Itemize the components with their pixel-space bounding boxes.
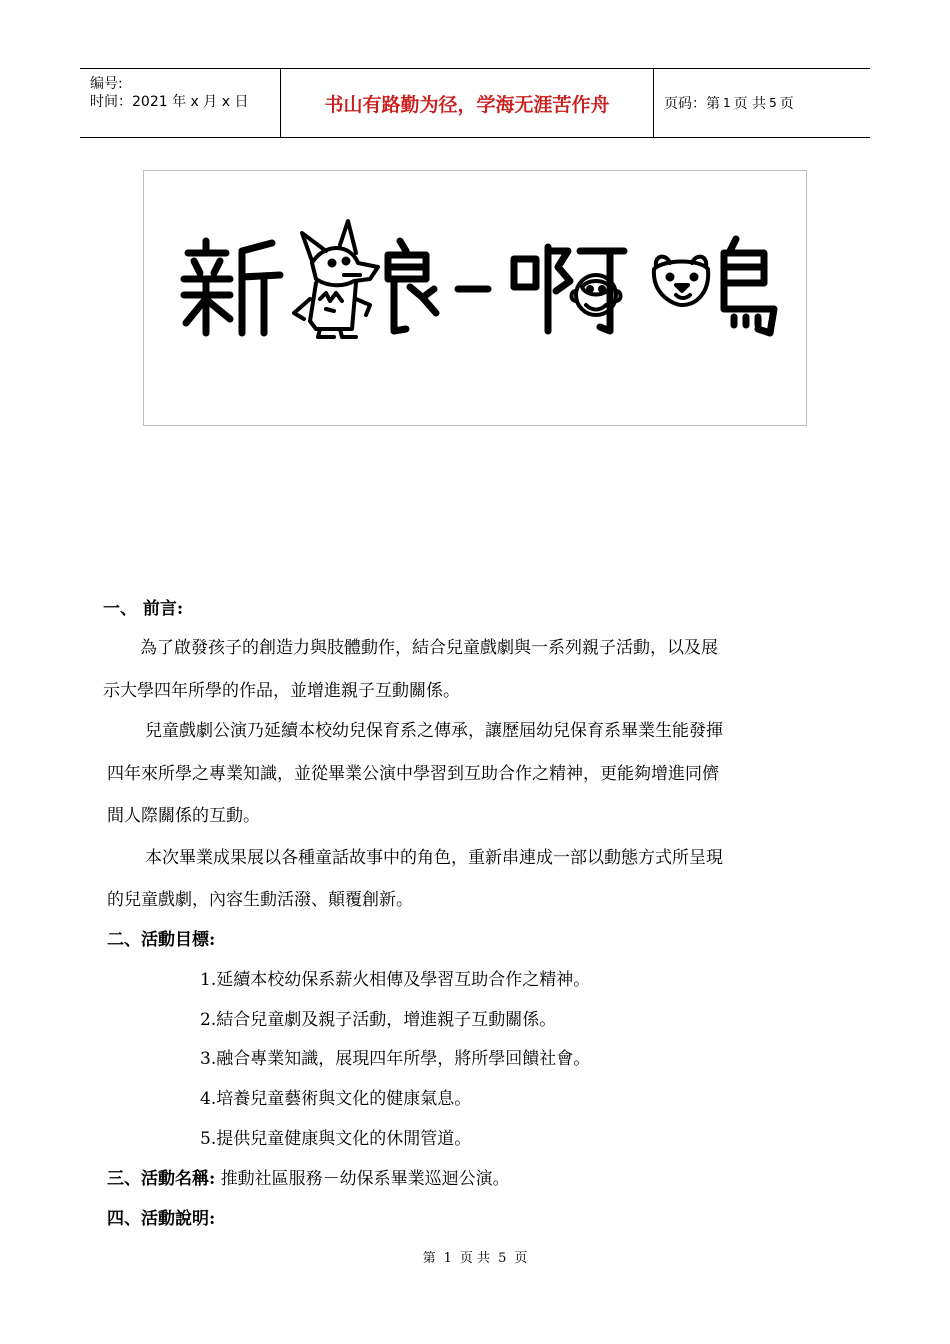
dog-face-icon xyxy=(654,257,708,305)
document-number-label: 编号: xyxy=(90,76,123,92)
footer-suffix: 页 xyxy=(514,1251,528,1266)
page-number: 1 xyxy=(723,96,731,110)
title-logo-artwork xyxy=(144,171,806,425)
section2-heading: 二、活動目標: xyxy=(107,930,216,950)
section4-heading: 四、活動說明: xyxy=(107,1209,216,1229)
goal-item: 3.融合專業知識，展現四年所學，將所學回饋社會。 xyxy=(200,1049,591,1069)
glyph-niao xyxy=(724,239,774,333)
section1-paragraph2-line2: 四年來所學之專業知識，並從畢業公演中學習到互助合作之精神，更能夠增進同儕 xyxy=(107,764,719,784)
goal-item: 4.培養兒童藝術與文化的健康氣息。 xyxy=(200,1089,472,1109)
section1-paragraph2-line3: 間人際關係的互動。 xyxy=(107,806,260,826)
page-total: 5 xyxy=(769,96,777,110)
section1-paragraph1-line1: 為了啟發孩子的創造力與肢體動作，結合兒童戲劇與一系列親子活動，以及展 xyxy=(140,638,718,658)
header-meta-cell xyxy=(80,69,281,137)
glyph-xin xyxy=(184,241,280,333)
goal-item: 1.延續本校幼保系薪火相傳及學習互助合作之精神。 xyxy=(200,970,591,990)
section3-heading: 三、活動名稱: xyxy=(107,1169,216,1189)
page-footer xyxy=(0,1247,950,1266)
goal-item: 2.結合兒童劇及親子活動，增進親子互動關係。 xyxy=(200,1010,557,1030)
document-time-label: 时间：2021 年 x 月 x 日 xyxy=(90,94,249,110)
section1-paragraph1-line2: 示大學四年所學的作品，並增進親子互動關係。 xyxy=(103,681,460,701)
page-suffix: 页 xyxy=(779,96,794,112)
header-page-counter xyxy=(664,69,794,137)
footer-page: 1 xyxy=(443,1251,452,1266)
section1-heading: 一、 前言: xyxy=(103,599,184,619)
page-mid: 页 共 xyxy=(733,96,767,112)
glyph-liang xyxy=(388,241,436,331)
goal-item: 5.提供兒童健康與文化的休閒管道。 xyxy=(200,1129,472,1149)
footer-prefix: 第 xyxy=(422,1251,436,1266)
page-prefix: 页码：第 xyxy=(664,96,720,112)
page-header xyxy=(80,68,870,138)
footer-total: 5 xyxy=(498,1251,507,1266)
section1-paragraph3-line1: 本次畢業成果展以各種童話故事中的角色，重新串連成一部以動態方式所呈現 xyxy=(145,848,723,868)
wolf-character-icon xyxy=(294,221,378,337)
header-motto: 书山有路勤为径，学海无涯苦作舟 xyxy=(281,69,654,137)
footer-mid: 页 共 xyxy=(459,1251,491,1266)
section1-paragraph3-line2: 的兒童戲劇，內容生動活潑、顛覆創新。 xyxy=(107,890,413,910)
title-logo xyxy=(143,170,807,426)
section3-line xyxy=(107,1168,510,1190)
section1-paragraph2-line1: 兒童戲劇公演乃延續本校幼兒保育系之傳承，讓歷屆幼兒保育系畢業生能發揮 xyxy=(145,721,723,741)
section3-text: 推動社區服務－幼保系畢業巡迴公演。 xyxy=(220,1169,510,1189)
